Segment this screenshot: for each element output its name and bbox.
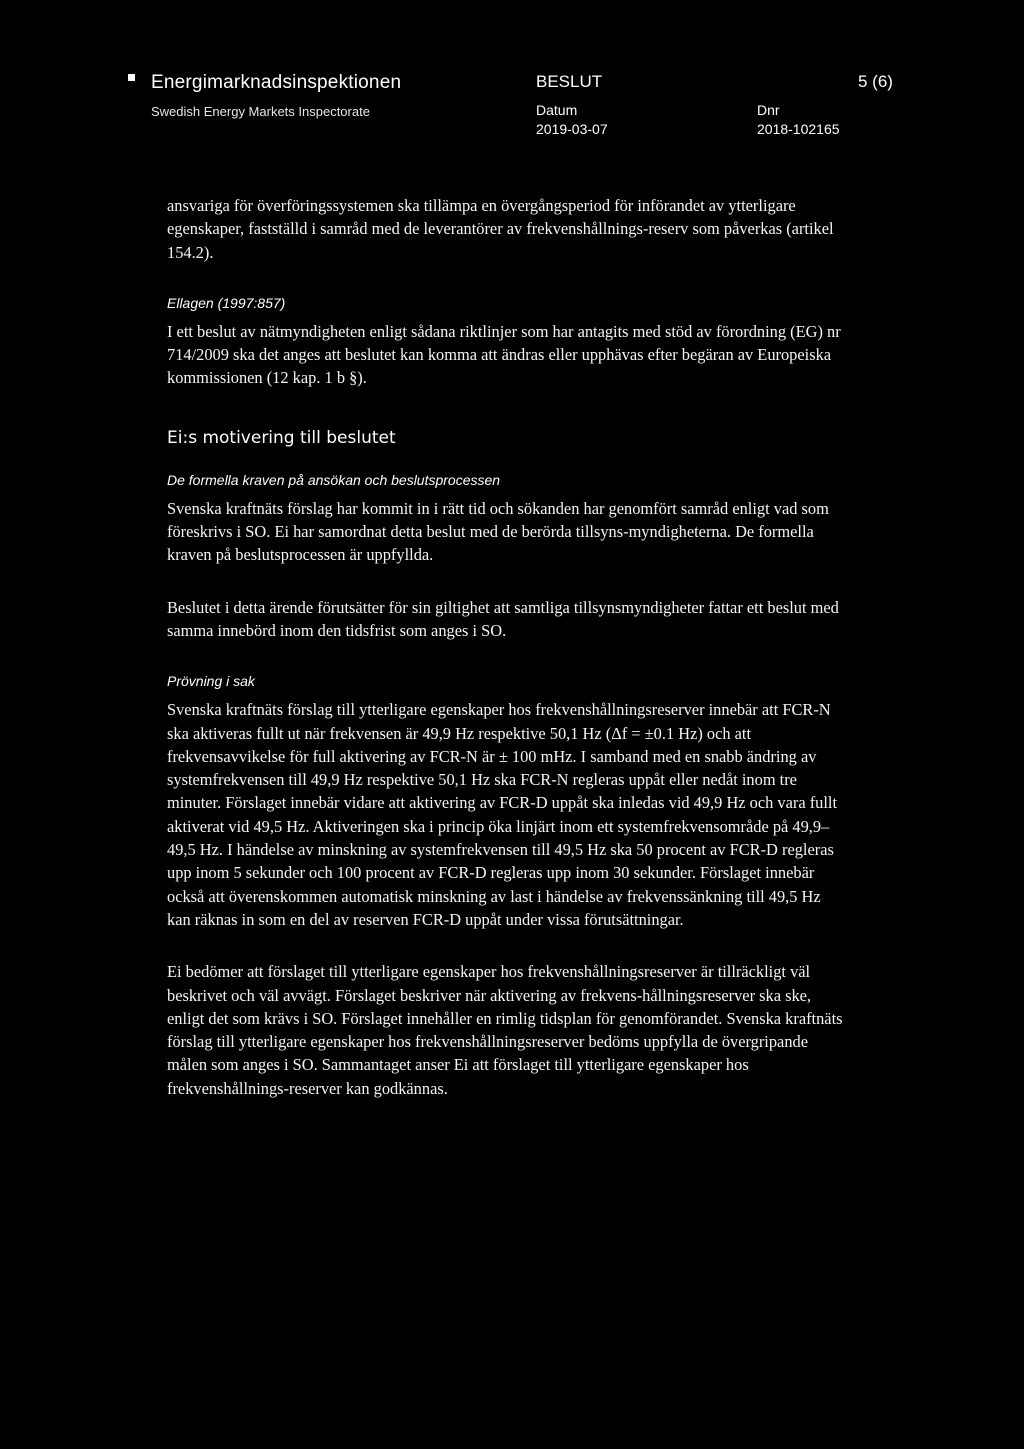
- dnr-value: 2018-102165: [757, 121, 840, 137]
- dnr-label: Dnr: [757, 102, 780, 118]
- intro-paragraph: ansvariga för överföringssystemen ska tillämpa en övergångsperiod för införandet av ytterligare egenskaper, fastställd i samråd med de leverantörer av frekvenshållnings-reserv som påverkas (artikel 154.2).: [167, 196, 834, 262]
- document-header: [0, 70, 1024, 150]
- section-title: Ei:s motivering till beslutet: [167, 427, 396, 448]
- date-value: 2019-03-07: [536, 121, 608, 137]
- page-number: 5 (6): [858, 72, 893, 91]
- org-name: Energimarknadsinspektionen: [151, 72, 402, 93]
- document-body: [167, 194, 847, 1100]
- provning-paragraph-2: Ei bedömer att förslaget till ytterligare egenskaper hos frekvenshållningsreserver är tillräckligt väl beskrivet och väl avvägt. Förslaget beskriver när aktivering av frekvens-hållningsreserver ska ske, enligt det som krävs i SO. Förslaget innehåller en rimlig tidsplan för genomförandet. Svenska kraftnäts förslag till ytterligare egenskaper hos frekvenshållningsreserver bedöms uppfylla de övergripande målen som anges i SO. Sammantaget anser Ei att förslaget till ytterligare egenskaper hos frekvenshållnings-reserver kan godkännas.: [167, 962, 843, 1098]
- provning-heading: Prövning i sak: [167, 673, 255, 690]
- document-type: BESLUT: [536, 72, 603, 91]
- formal-paragraph-1: Svenska kraftnäts förslag har kommit in i rätt tid och sökanden har genomfört samråd enligt vad som föreskrivs i SO. Ei har samordnat detta beslut med de berörda tillsyns-myndigheterna. De formella kraven på beslutsprocessen är uppfyllda.: [167, 498, 829, 565]
- org-name-english: Swedish Energy Markets Inspectorate: [151, 104, 370, 119]
- provning-paragraph-1: Svenska kraftnäts förslag till ytterligare egenskaper hos frekvenshållningsreserver innebär att FCR-N ska aktiveras fullt ut när frekvensen är 49,9 Hz respektive 50,1 Hz (Δf = ±0.1 Hz) och att frekvensavvikelse för full aktivering av FCR-N är ± 100 mHz. I samband med en snabb ändring av systemfrekvensen till 49,9 Hz respektive 50,1 Hz ska FCR-N regleras uppåt eller nedåt inom tre minuter. Förslaget innebär vidare att aktivering av FCR-D uppåt ska inledas vid 49,9 Hz och vara fullt aktiverat vid 49,5 Hz. Aktiveringen ska i princip öka linjärt inom ett systemfrekvensområde på 49,9–49,5 Hz. I händelse av minskning av systemfrekvensen till 49,5 Hz ska 50 procent av FCR-D regleras upp inom 5 sekunder och 100 procent av FCR-D regleras upp inom 30 sekunder. Förslaget innebär också att överenskommen automatisk minskning av last i händelse av frekvenssänkning till 49,5 Hz kan räknas in som en del av reserven FCR-D uppåt under vissa förutsättningar.: [167, 700, 838, 929]
- formal-paragraph-2: Beslutet i detta ärende förutsätter för sin giltighet att samtliga tillsynsmyndigheter fattar ett beslut med samma innebörd inom den tidsfrist som anges i SO.: [167, 597, 839, 640]
- ellagen-heading: Ellagen (1997:857): [167, 294, 286, 311]
- date-label: Datum: [536, 102, 578, 118]
- logo-mark-icon: [128, 74, 135, 81]
- ellagen-paragraph: I ett beslut av nätmyndigheten enligt sådana riktlinjer som har antagits med stöd av förordning (EG) nr 714/2009 ska det anges att beslutet kan komma att ändras eller upphävas efter begäran av Europeiska kommissionen (12 kap. 1 b §).: [167, 321, 841, 388]
- formal-heading: De formella kraven på ansökan och beslutsprocessen: [167, 471, 501, 488]
